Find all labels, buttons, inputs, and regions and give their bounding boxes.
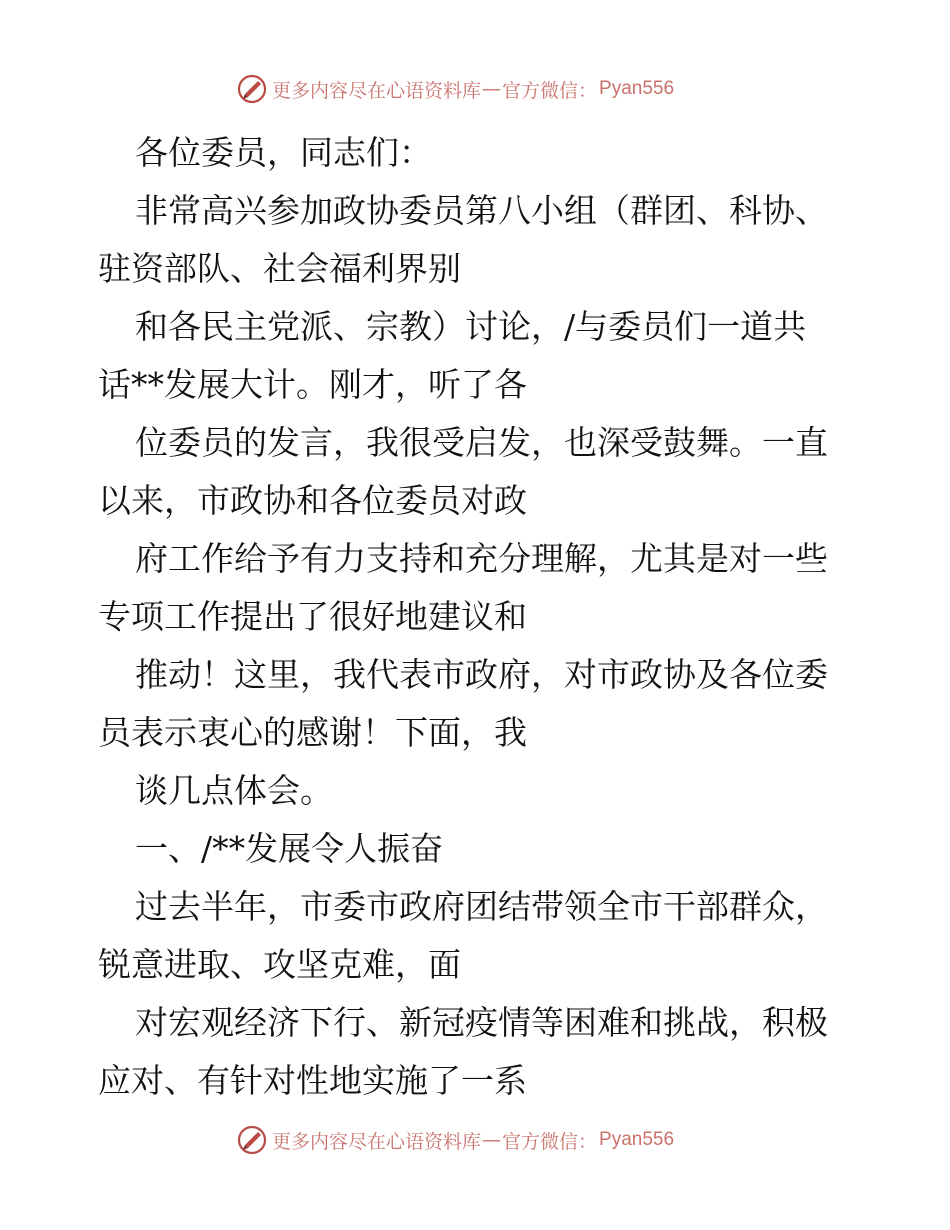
text-line: 对宏观经济下行、新冠疫情等困难和挑战，积极 bbox=[135, 1003, 828, 1042]
pen-logo-icon bbox=[236, 73, 268, 105]
text-line: 和各民主党派、宗教）讨论，/与委员们一道共 bbox=[135, 307, 807, 346]
text-line: 推动！这里，我代表市政府，对市政协及各位委 bbox=[135, 655, 828, 694]
text-line: 各位委员，同志们： bbox=[135, 133, 432, 172]
banner-wechat-id: Pyan556 bbox=[599, 1129, 675, 1150]
text-line: 非常高兴参加政协委员第八小组（群团、科协、 bbox=[135, 191, 828, 230]
text-line: 员表示衷心的感谢！下面，我 bbox=[98, 713, 527, 752]
text-line: 专项工作提出了很好地建议和 bbox=[98, 597, 527, 636]
body-text bbox=[98, 124, 868, 1110]
banner-wechat-label: 官方微信： bbox=[502, 1130, 598, 1153]
text-line: 应对、有针对性地实施了一系 bbox=[98, 1061, 527, 1100]
banner-wechat-id: Pyan556 bbox=[599, 78, 675, 99]
text-line: 驻资部队、社会福利界别 bbox=[98, 249, 461, 288]
header-banner bbox=[236, 72, 674, 106]
banner-site-text: 更多内容尽在心语资料库 bbox=[272, 1130, 482, 1153]
banner-dash: — bbox=[482, 1129, 502, 1151]
section-heading: 一、/**发展令人振奋 bbox=[135, 829, 444, 868]
text-line: 谈几点体会。 bbox=[135, 771, 333, 810]
banner-dash: — bbox=[482, 78, 502, 100]
banner-site-text: 更多内容尽在心语资料库 bbox=[272, 79, 482, 102]
footer-banner bbox=[236, 1123, 674, 1157]
banner-wechat-label: 官方微信： bbox=[502, 79, 598, 102]
text-line: 锐意进取、攻坚克难，面 bbox=[98, 945, 461, 984]
text-line: 府工作给予有力支持和充分理解，尤其是对一些 bbox=[135, 539, 828, 578]
text-line: 以来，市政协和各位委员对政 bbox=[98, 481, 527, 520]
text-line: 话**发展大计。刚才，听了各 bbox=[98, 365, 527, 404]
pen-logo-icon bbox=[236, 1124, 268, 1156]
text-line: 过去半年，市委市政府团结带领全市干部群众， bbox=[135, 887, 828, 926]
text-line: 位委员的发言，我很受启发，也深受鼓舞。一直 bbox=[135, 423, 828, 462]
